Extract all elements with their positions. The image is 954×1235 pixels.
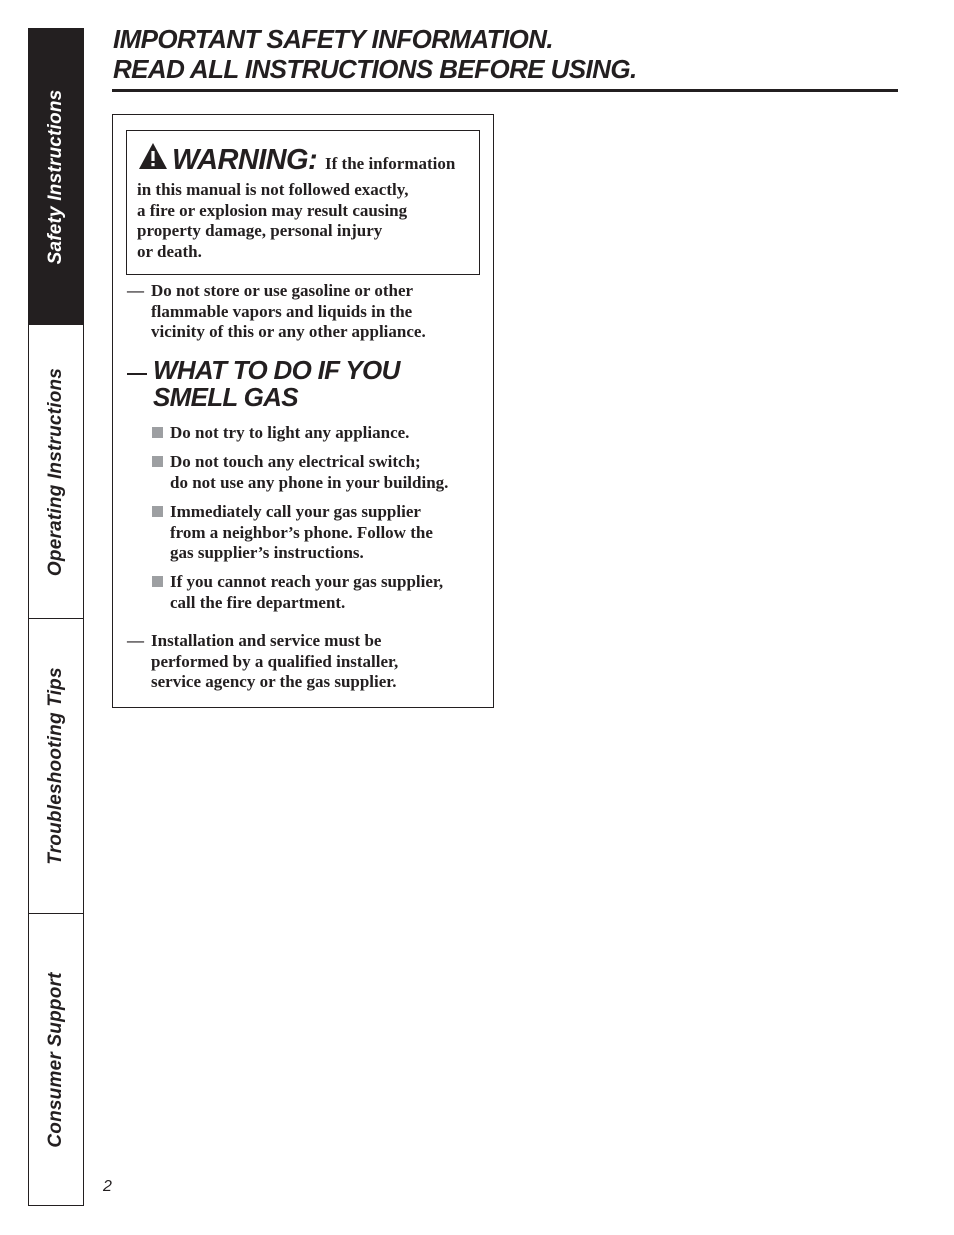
bullet-line: gas supplier’s instructions. bbox=[170, 543, 364, 562]
bullet-line: do not use any phone in your building. bbox=[170, 472, 449, 492]
dash-marker: — bbox=[127, 631, 144, 650]
smell-gas-dash bbox=[127, 373, 147, 375]
warning-title: WARNING: bbox=[172, 144, 318, 176]
bullet-line: from a neighbor’s phone. Follow the bbox=[170, 522, 433, 542]
dash-marker: — bbox=[127, 281, 144, 300]
installation-line: service agency or the gas supplier. bbox=[151, 672, 397, 691]
header-divider bbox=[112, 89, 898, 92]
bullet-line: call the fire department. bbox=[170, 592, 346, 612]
tab-operating-instructions[interactable] bbox=[29, 324, 83, 618]
smell-gas-item bbox=[152, 423, 409, 444]
installation-note bbox=[127, 631, 398, 693]
tab-safety-instructions[interactable] bbox=[29, 29, 83, 324]
gasoline-line: vicinity of this or any other appliance. bbox=[151, 322, 426, 341]
warning-first-line: If the information bbox=[325, 154, 456, 173]
page-title-line-1: IMPORTANT SAFETY INFORMATION. bbox=[113, 24, 553, 54]
tab-label: Operating Instructions bbox=[45, 367, 66, 576]
smell-gas-heading bbox=[153, 357, 400, 411]
bullet-line: Immediately call your gas supplier bbox=[170, 502, 421, 521]
tab-troubleshooting-tips[interactable] bbox=[29, 618, 83, 913]
page-number: 2 bbox=[103, 1178, 112, 1195]
smell-gas-item bbox=[152, 572, 443, 613]
warning-line: property damage, personal injury bbox=[137, 221, 383, 240]
tab-label: Consumer Support bbox=[45, 971, 66, 1148]
gasoline-warning bbox=[127, 281, 426, 343]
gasoline-line: flammable vapors and liquids in the bbox=[151, 301, 413, 321]
bullet-square-icon bbox=[152, 427, 163, 438]
sidebar-tabs bbox=[28, 28, 84, 1206]
bullet-square-icon bbox=[152, 506, 163, 517]
bullet-line: Do not touch any electrical switch; bbox=[170, 452, 421, 471]
gasoline-line: Do not store or use gasoline or other bbox=[151, 281, 414, 300]
bullet-square-icon bbox=[152, 456, 163, 467]
bullet-line: If you cannot reach your gas supplier, bbox=[170, 572, 444, 591]
tab-label: Troubleshooting Tips bbox=[45, 667, 66, 865]
smell-gas-heading-line-2: SMELL GAS bbox=[153, 382, 298, 412]
smell-gas-heading-line-1: WHAT TO DO IF YOU bbox=[153, 355, 400, 385]
bullet-line: Do not try to light any appliance. bbox=[170, 423, 410, 442]
tab-consumer-support[interactable] bbox=[29, 913, 83, 1205]
page-title bbox=[113, 24, 637, 84]
installation-line: performed by a qualified installer, bbox=[151, 651, 399, 671]
tab-label: Safety Instructions bbox=[45, 89, 66, 264]
smell-gas-item bbox=[152, 452, 448, 493]
warning-heading bbox=[138, 142, 455, 175]
smell-gas-item bbox=[152, 502, 433, 564]
warning-triangle-icon bbox=[138, 142, 168, 175]
warning-line: or death. bbox=[137, 241, 202, 261]
installation-line: Installation and service must be bbox=[151, 631, 382, 650]
warning-line: in this manual is not followed exactly, bbox=[137, 180, 409, 199]
page-title-line-2: READ ALL INSTRUCTIONS BEFORE USING. bbox=[113, 54, 637, 84]
warning-text bbox=[137, 180, 467, 262]
warning-line: a fire or explosion may result causing bbox=[137, 200, 408, 220]
bullet-square-icon bbox=[152, 576, 163, 587]
